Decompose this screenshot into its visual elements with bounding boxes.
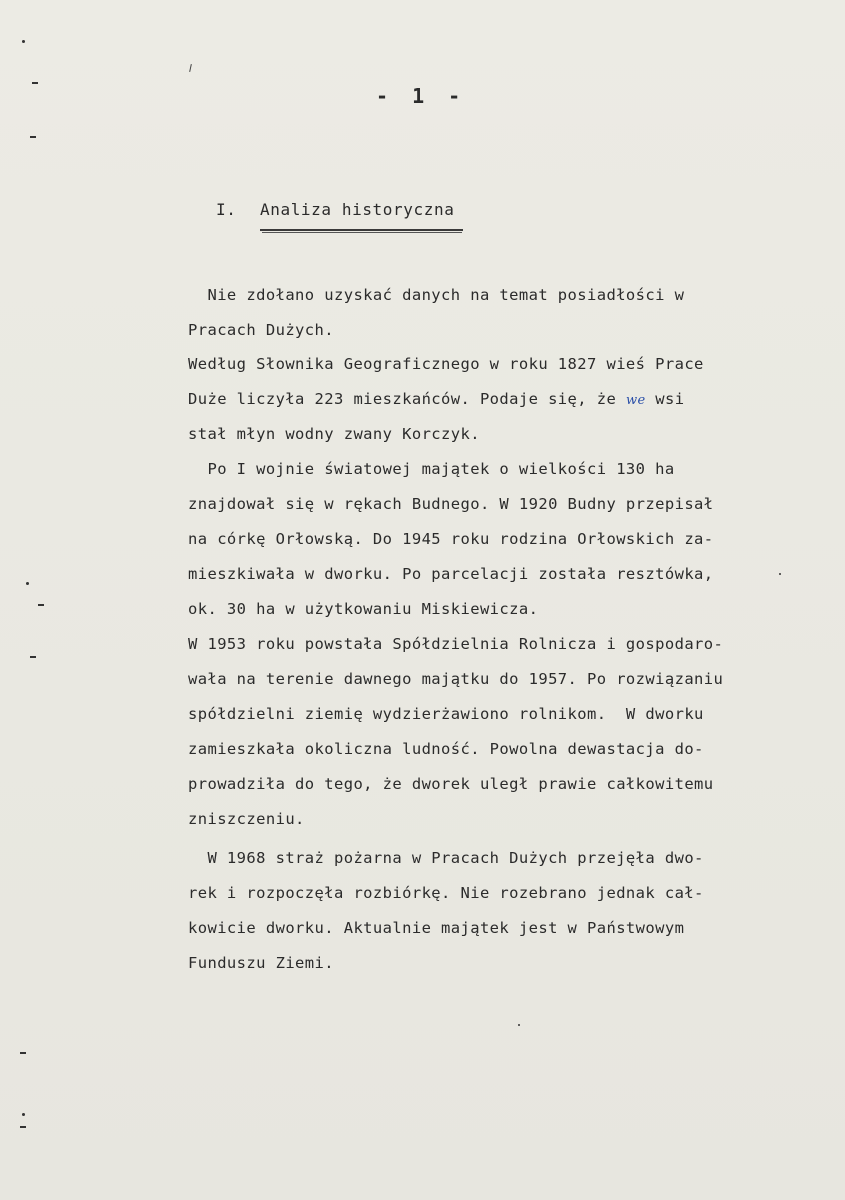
heading-underline-second xyxy=(262,232,462,233)
text-line: wała na terenie dawnego majątku do 1957. Po rozwiązaniu xyxy=(188,670,724,688)
scan-mark xyxy=(518,1024,520,1026)
text-line-with-insert xyxy=(188,389,685,411)
text-line: kowicie dworku. Aktualnie majątek jest w Państwowym xyxy=(188,919,685,937)
scan-mark xyxy=(32,82,38,84)
text-line: rek i rozpoczęła rozbiórkę. Nie rozebrano jednak cał- xyxy=(188,884,704,902)
scan-mark xyxy=(26,582,29,585)
text-line: mieszkiwała w dworku. Po parcelacji została resztówka, xyxy=(188,565,714,583)
text-line: znajdował się w rękach Budnego. W 1920 Budny przepisał xyxy=(188,495,714,513)
page-number: - 1 - xyxy=(376,84,467,108)
text-line: zamieszkała okoliczna ludność. Powolna dewastacja do- xyxy=(188,740,704,758)
text-line: Pracach Dużych. xyxy=(188,321,334,339)
section-number: I. xyxy=(216,200,237,219)
text-line: prowadziła do tego, że dworek uległ prawie całkowitemu xyxy=(188,775,714,793)
handwritten-insert: we xyxy=(625,393,646,408)
section-heading xyxy=(216,200,454,219)
scan-mark xyxy=(779,573,781,575)
text-line: na córkę Orłowską. Do 1945 roku rodzina Orłowskich za- xyxy=(188,530,714,548)
scan-mark xyxy=(22,1113,25,1116)
text-line: spółdzielni ziemię wydzierżawiono rolnikom. W dworku xyxy=(188,705,704,723)
text-line-tail: wsi xyxy=(645,390,685,408)
text-line: Według Słownika Geograficznego w roku 1827 wieś Prace xyxy=(188,355,704,373)
section-title: Analiza historyczna xyxy=(260,200,455,219)
text-line: W 1953 roku powstała Spółdzielnia Rolnicza i gospodaro- xyxy=(188,635,724,653)
text-line: W 1968 straż pożarna w Pracach Dużych przejęła dwo- xyxy=(188,849,704,867)
text-line: Funduszu Ziemi. xyxy=(188,954,334,972)
scan-mark xyxy=(22,40,25,43)
text-line: Duże liczyła 223 mieszkańców. Podaje się, że xyxy=(188,390,617,408)
text-line: Nie zdołano uzyskać danych na temat posiadłości w xyxy=(188,286,685,304)
scan-mark xyxy=(189,64,192,72)
scan-mark xyxy=(30,656,36,658)
text-line: ok. 30 ha w użytkowaniu Miskiewicza. xyxy=(188,600,539,618)
text-line: zniszczeniu. xyxy=(188,810,305,828)
scan-mark xyxy=(30,136,36,138)
text-line: stał młyn wodny zwany Korczyk. xyxy=(188,425,480,443)
scan-mark xyxy=(38,604,44,606)
scan-mark xyxy=(20,1126,26,1128)
text-line: Po I wojnie światowej majątek o wielkości 130 ha xyxy=(188,460,675,478)
scan-mark xyxy=(20,1052,26,1054)
heading-underline xyxy=(260,229,463,231)
